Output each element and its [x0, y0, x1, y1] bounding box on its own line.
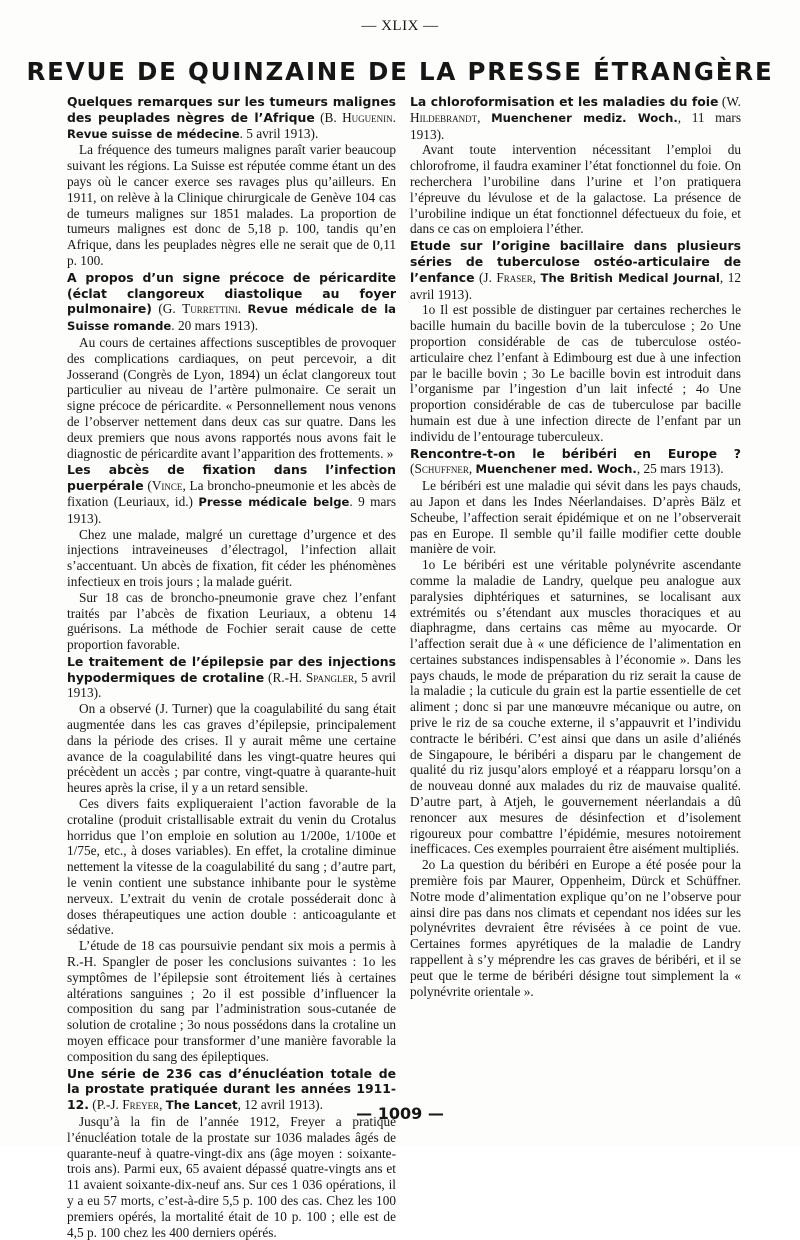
article-journal: The British Medical Journal	[540, 270, 720, 285]
article-paragraph: 1o Le béribéri est une véritable polynévrite ascendante comme la maladie de Landry, quelque peu analogue aux paralysies diphtériques et saturnines, se localisant aux extrémités ou s’étendant aux muscles thoraciques et au diaphragme, dans certains cas même au myocarde. Or l’affection serait due à « une déficience de l’alimentation en certaines substances indispensables à l’économie ». Dans les pays chauds, le mode de préparation du riz serait la cause de la maladie ; la cuticule du grain est la partie essentielle de cet aliment ; donc si par une manœuvre mécanique ou autre, on prive le riz de sa couche externe, il s’appauvrit et l’individu contracte le béribéri. C’est ainsi que dans un asile d’aliénés de Singapoure, le béribéri a disparu par le changement de qualité du riz jusqu’alors employé et a réapparu lorsqu’on a de nouveau donné aux malades du riz de mauvaise qualité. D’autre part, à Atjeh, le gouvernement néerlandais a dû renoncer aux mesures de désinfection et d’isolement rigoureux pour combattre l’épidémie, mesures notoirement inefficaces. Ces exemples pourraient être aisément multipliés.	[410, 557, 741, 857]
article-title: Etude sur l’origine bacillaire dans plusieurs séries de tuberculose ostéo-articulaire de l’enfance	[410, 238, 741, 285]
article-author: Spangler	[305, 669, 354, 685]
article-source: (W. Hildebrandt, Muenchener mediz. Woch., 11 mars 1913).	[410, 94, 741, 142]
right-column	[410, 94, 741, 1098]
article-source: (R.-H. Spangler, 5 avril 1913).	[67, 669, 396, 701]
article-source: (J. Fraser, The British Medical Journal, 12 avril 1913).	[410, 269, 741, 302]
article-title: A propos d’un signe précoce de péricardite (éclat clangoreux diastolique au foyer pulmonaire)	[67, 269, 396, 317]
article-heading	[410, 94, 741, 142]
article	[410, 446, 741, 1000]
article-journal: Muenchener mediz. Woch.	[491, 110, 678, 125]
article-source: (B. Huguenin. Revue suisse de médecine. 5 avril 1913).	[67, 109, 396, 141]
article-heading	[67, 270, 396, 335]
article-journal: Muenchener med. Woch.	[475, 462, 637, 477]
section-title: REVUE DE QUINZAINE DE LA PRESSE ÉTRANGÈRE	[26, 57, 774, 86]
article-paragraph: On a observé (J. Turner) que la coagulabilité du sang était augmentée dans les cas graves d’épilepsie, principalement dans la période des crises. Il y aurait même une certaine avance de la coagulabilité dans les vingt-quatre heures qui précèdent un accès ; par contre, vingt-quatre à quarante-huit heures après la crise, il y a un retard sensible.	[67, 701, 396, 796]
article-journal: The Lancet	[165, 1098, 238, 1113]
article-source: (Schuffner, Muenchener med. Woch., 25 mars 1913).	[410, 461, 724, 477]
article	[67, 462, 396, 653]
article-heading	[410, 238, 741, 302]
article-author: Vince	[151, 478, 183, 494]
article-paragraph: Jusqu’à la fin de l’année 1912, Freyer a pratiqué l’énucléation totale de la prostate sur 1036 malades âgés de quarante-neuf à quatre-vingt-dix ans (âge moyen : soixante-trois ans). Parmi eux, 65 avaient dépassé quatre-vingts ans et 11 avaient soixante-dix-neuf ans. Sur ces 1 036 opérations, il y a eu 57 morts, c’est-à-dire 5,5 p. 100 des cas. Chez les 100 premiers opérés, la mortalité était de 10 p. 100 ; elle est de 4,5 p. 100 chez les 400 derniers opérés.	[67, 1114, 396, 1240]
article-journal: Revue suisse de médecine	[67, 126, 240, 141]
article-paragraph: L’étude de 18 cas poursuivie pendant six mois a permis à R.-H. Spangler de poser les conclusions suivantes : 1o les symptômes de l’épilepsie sont étroitement liés à certaines altérations sanguines ; 2o il est possible d’influencer la composition du sang par l’administration sous-cutanée de solution de crotaline ; 3o nous possédons dans la crotaline un moyen efficace pour transformer d’une manière favorable la composition du sang des épileptiques.	[67, 938, 396, 1064]
article	[410, 238, 741, 444]
article-author: Freyer	[122, 1097, 160, 1113]
left-column	[67, 94, 397, 1240]
article-paragraph: Avant toute intervention nécessitant l’emploi du chlorofrome, il faudra examiner l’état fonctionnel du foie. On recherchera l’urobiline dans l’urine et l’on pratiquera l’épreuve du lévulose et de la galactose. La présence de l’urobiline indique un état fonctionnel défectueux du foie, et dans ce cas on emploiera l’éther.	[410, 142, 741, 237]
article	[67, 1066, 396, 1240]
article-source: (P.-J. Freyer, The Lancet, 12 avril 1913).	[92, 1097, 323, 1113]
article-title: Rencontre-t-on le béribéri en Europe ?	[410, 445, 741, 461]
article-title: Une série de 236 cas d’énucléation totale de la prostate pratiquée durant les années 1911-12.	[67, 1065, 396, 1113]
article	[67, 654, 396, 1065]
page-number: — 1009 —	[356, 1104, 444, 1123]
article-title: Les abcès de fixation dans l’infection puerpérale	[67, 462, 396, 494]
article-paragraph: Le béribéri est une maladie qui sévit dans les pays chauds, au Japon et dans les Indes Néerlandaises. D’après Bälz et Scheube, l’affection serait épidémique et on ne l’observerait pas en Europe. Il semble qu’il faille modifier cette double manière de voir.	[410, 478, 741, 557]
article-heading	[67, 94, 396, 142]
article-heading	[410, 446, 741, 479]
article-source: (Vince, La broncho-pneumonie et les abcès de fixation (Leuriaux, id.) Presse médicale belge. 9 mars 1913).	[67, 478, 397, 526]
article-author: Turrettini	[182, 301, 238, 317]
article-journal: Presse médicale belge	[198, 494, 350, 509]
article	[67, 94, 396, 269]
roman-page-folio: — XLIX —	[361, 18, 439, 34]
article-journal: Revue médicale de la Suisse romande	[67, 302, 397, 334]
article-author: Schuffner	[414, 461, 469, 477]
article-source: (G. Turrettini. Revue médicale de la Suisse romande. 20 mars 1913).	[67, 301, 397, 334]
article-author: Huguenin	[342, 109, 393, 125]
article	[67, 270, 396, 462]
article-paragraph: Au cours de certaines affections susceptibles de provoquer des complications cardiaques, on peut percevoir, a dit Josserand (Congrès de Lyon, 1894) un éclat clangoreux tout particulier au niveau de l’artère pulmonaire. Ce serait un signe précoce de péricardite. « Personnellement nous venons de l’observer nettement dans deux cas sur quatre. Dans les deux premiers que nous avons rapportés nous avons fait le diagnostic de péricardite avant l’apparition des frottements. »	[67, 334, 396, 461]
article-author: Hildebrandt	[410, 109, 478, 125]
article-title: La chloroformisation et les maladies du foie	[410, 94, 719, 109]
article-author: Fraser	[496, 269, 533, 285]
article-paragraph: 1o Il est possible de distinguer par certaines recherches le bacille humain du bacille bovin de la tuberculose ; 2o Une proportion considérable de cas de tuberculose ostéo-articulaire chez l’enfant à Edimbourg est due à une infection par le bacille bovin ; 3o Le bacille bovin est introduit dans l’organisme par l’ingestion d’un lait infecté ; 4o Une proportion considérable de cas de tuberculose par bacille humain est due à une infection directe de l’enfant par un individu de l’entourage tuberculeux.	[410, 302, 741, 444]
article-heading	[67, 654, 396, 701]
article-paragraph: La fréquence des tumeurs malignes paraît varier beaucoup suivant les régions. La Suisse est réputée comme étant un des pays où le cancer exerce ses ravages plus qu’ailleurs. En 1911, on relève à la Clinique chirurgicale de Genève 104 cas de tumeurs malignes sur 1851 malades. La proportion de tumeurs malignes est donc de 5,18 p. 100, tandis qu’en Afrique, dans les peuplades nègres elle ne serait que de 0,11 p. 100.	[67, 142, 396, 268]
article-paragraph: Sur 18 cas de broncho-pneumonie grave chez l’enfant traités par l’abcès de fixation Leuriaux, a obtenu 14 guérisons. La méthode de Fochier serait cause de cette proportion favorable.	[67, 589, 396, 653]
article-title: Quelques remarques sur les tumeurs malignes des peuplades nègres de l’Afrique	[67, 94, 396, 125]
article-title: Le traitement de l’épilepsie par des injections hypodermiques de crotaline	[67, 653, 396, 685]
article-paragraph: 2o La question du béribéri en Europe a été posée pour la première fois par Maurer, Oppenheim, Dürck et Schüffner. Notre mode d’alimentation explique qu’on ne l’observe pour ainsi dire pas dans nos climats et cependant nos idées sur les polynévrites devraient être révisées à ce point de vue. Certaines formes apyrétiques de la maladie de Landry rappellent à s’y méprendre les cas graves de béribéri, et il se peut que le terme de béribéri désigne tout simplement la « polynévrite orientale ».	[410, 857, 741, 999]
article-heading	[67, 462, 396, 526]
article	[410, 94, 741, 237]
article-paragraph: Ces divers faits expliqueraient l’action favorable de la crotaline (produit cristallisable extrait du venin du Crotalus horridus que l’on emploie en solution au 1/200e, 1/100e et 1/75e, etc., à doses variables). En effet, la crotaline diminue nettement la vitesse de la coagulabilité du sang ; d’autre part, le venin contient une substance inhibante pour le système nerveux. L’extrait du venin de crotale posséderait donc à doses thérapeutiques une action double : anticoagulante et sédative.	[67, 796, 396, 938]
article-paragraph: Chez une malade, malgré un curettage d’urgence et des injections intraveineuses d’électragol, l’infection allait s’accentuant. Un abcès de fixation, fit céder les phénomènes infectieux en trois jours ; la malade guérit.	[67, 526, 396, 589]
